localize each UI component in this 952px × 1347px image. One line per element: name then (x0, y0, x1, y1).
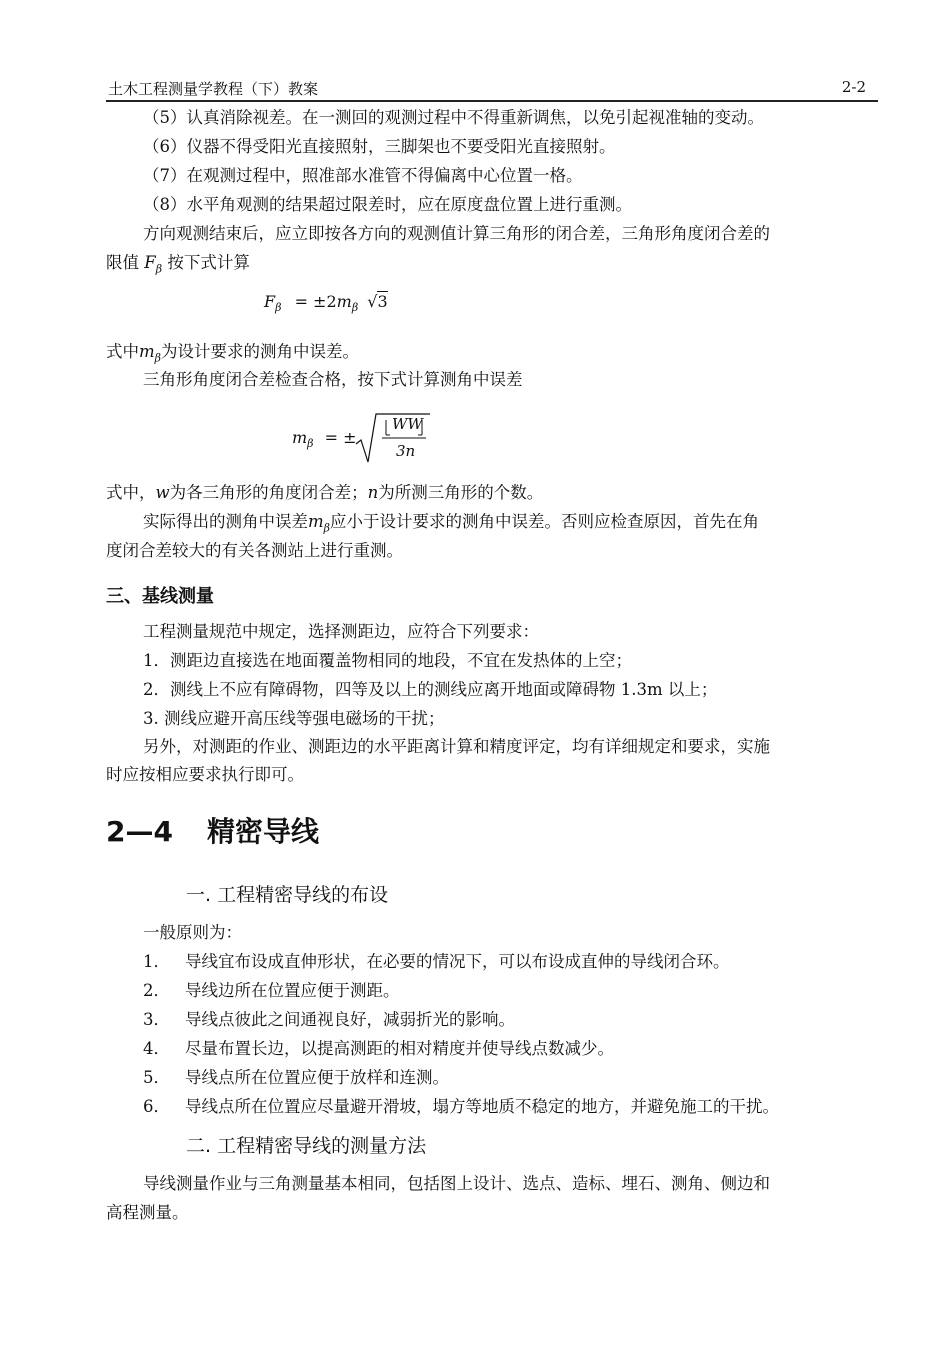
note-formula2: 式中，w为各三角形的角度闭合差；n为所测三角形的个数。 (106, 483, 544, 502)
subsection-heading: 二. 工程精密导线的测量方法 (186, 1135, 427, 1157)
formula-closure-limit: $F_\beta = \pm 2m_\beta$ √3 (264, 292, 388, 315)
subsection-heading: 一. 工程精密导线的布设 (186, 884, 389, 906)
list-item: 1．测距边直接选在地面覆盖物相同的地段，不宜在发热体的上空； (143, 651, 632, 670)
list-item: （7）在观测过程中，照准部水准管不得偏离中心位置一格。 (143, 166, 583, 185)
list-item: 2． 导线边所在位置应便于测距。 (143, 981, 400, 1000)
chapter-heading (106, 810, 319, 850)
header-page-number: 2-2 (841, 78, 866, 96)
list-item: （8）水平角观测的结果超过限差时，应在原度盘位置上进行重测。 (143, 195, 632, 214)
subsection-intro: 一般原则为： (143, 923, 242, 942)
list-item: 1． 导线宜布设成直伸形状，在必要的情况下，可以布设成直伸的导线闭合环。 (143, 952, 730, 971)
paragraph-actual-line1: 实际得出的测角中误差$m_\beta$应小于设计要求的测角中误差。否则应检查原因，首先在角 (143, 512, 760, 535)
list-item: （6）仪器不得受阳光直接照射，三脚架也不要受阳光直接照射。 (143, 137, 616, 156)
paragraph-check: 三角形角度闭合差检查合格，按下式计算测角中误差 (143, 370, 523, 389)
section3-outro-line2: 时应按相应要求执行即可。 (106, 765, 304, 784)
page-header (106, 78, 878, 102)
note-formula1: 式中$m_\beta$为设计要求的测角中误差。 (106, 342, 360, 365)
formula2-denominator: 3n (396, 442, 416, 460)
subsection2-line1: 导线测量作业与三角测量基本相同，包括图上设计、选点、造标、埋石、测角、侧边和 (143, 1174, 770, 1193)
paragraph-actual-line2: 度闭合差较大的有关各测站上进行重测。 (106, 541, 403, 560)
paragraph-closure-line1: 方向观测结束后，应立即按各方向的观测值计算三角形的闭合差，三角形角度闭合差的 (143, 224, 770, 243)
list-item: （5）认真消除视差。在一测回的观测过程中不得重新调焦，以免引起视准轴的变动。 (143, 108, 764, 127)
section3-outro-line1: 另外，对测距的作业、测距边的水平距离计算和精度评定，均有详细规定和要求，实施 (143, 737, 770, 756)
list-item: 6． 导线点所在位置应尽量避开滑坡，塌方等地质不稳定的地方，并避免施工的干扰。 (143, 1097, 779, 1116)
subsection2-line2: 高程测量。 (106, 1203, 189, 1222)
formula2-numerator: WW (392, 415, 423, 433)
list-item: 5． 导线点所在位置应便于放样和连测。 (143, 1068, 449, 1087)
section3-intro: 工程测量规范中规定，选择测距边，应符合下列要求： (143, 622, 539, 641)
list-item: 3． 导线点彼此之间通视良好，减弱折光的影响。 (143, 1010, 515, 1029)
list-item: 2．测线上不应有障碍物，四等及以上的测线应离开地面或障碍物 1.3m 以上； (143, 680, 718, 699)
list-item: 4． 尽量布置长边，以提高测距的相对精度并使导线点数减少。 (143, 1039, 614, 1058)
paragraph-closure-line2: 限值 $F_\beta$ 按下式计算 (106, 253, 250, 276)
header-title: 土木工程测量学教程（下）教案 (108, 80, 319, 98)
formula-angle-error: $m_\beta$ = ± WW 3n (292, 410, 452, 466)
list-item: 3. 测线应避开高压线等强电磁场的干扰； (143, 709, 445, 728)
chapter-number: 2—4 (106, 815, 173, 848)
chapter-title: 精密导线 (206, 815, 319, 848)
section-heading: 三、基线测量 (106, 586, 214, 607)
